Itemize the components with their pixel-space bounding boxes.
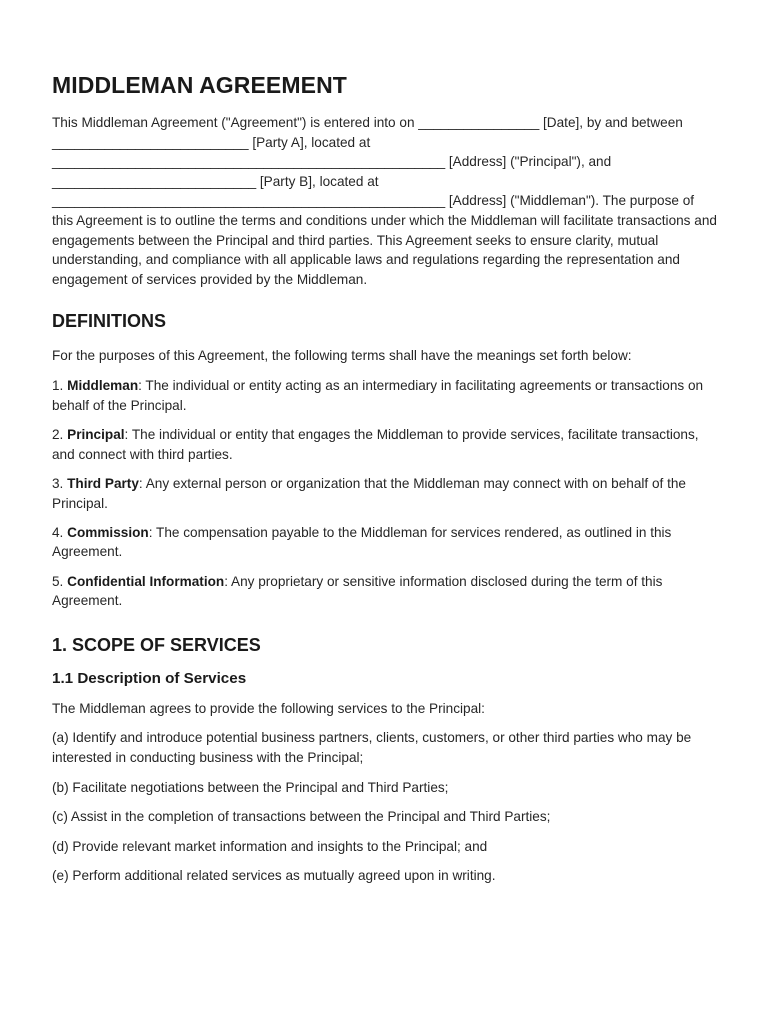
definition-item [52, 572, 718, 611]
service-item: (b) Facilitate negotiations between the Principal and Third Parties; [52, 779, 449, 795]
definition-text: : Any external person or organization that the Middleman may connect with on behalf of the Principal. [52, 475, 686, 511]
scope-subheading: 1.1 Description of Services [52, 669, 247, 687]
definition-text: : Any proprietary or sensitive information disclosed during the term of this Agreement. [52, 573, 663, 609]
definitions-lead: For the purposes of this Agreement, the following terms shall have the meanings set forth below: [52, 348, 632, 364]
scope-lead: The Middleman agrees to provide the following services to the Principal: [52, 700, 485, 716]
definition-number: 5. [52, 573, 68, 589]
service-item: (c) Assist in the completion of transactions between the Principal and Third Parties; [52, 809, 551, 825]
definition-item [52, 425, 718, 464]
definition-term: Third Party [67, 475, 139, 491]
service-item: (a) Identify and introduce potential business partners, clients, customers, or other third parties who may be interested in conducting business with the Principal; [52, 730, 692, 766]
definition-number: 2. [52, 426, 68, 442]
definition-item [52, 474, 718, 513]
intro-paragraph: This Middleman Agreement ("Agreement") is entered into on ________________ [Date], by and between __________________________ [Party A], located at ____________________________________________________ [Address] ("Principal"), and ___________________________ [Party B], located at ____________________________________________________ [Address] ("Middleman"). The purpose of this Agreement is to outline the terms and conditions under which the Middleman will facilitate transactions and engagements between the Principal and third parties. This Agreement seeks to ensure clarity, mutual understanding, and compliance with all applicable laws and regulations regarding the representation and engagement of services provided by the Middleman. [52, 115, 717, 287]
definition-item [52, 376, 718, 415]
definition-term: Middleman [67, 377, 139, 393]
definition-term: Confidential Information [67, 573, 225, 589]
definition-item [52, 523, 718, 562]
definitions-heading: DEFINITIONS [52, 311, 167, 332]
section-spacer [52, 621, 718, 635]
definition-number: 1. [52, 377, 68, 393]
document-title: MIDDLEMAN AGREEMENT [52, 72, 347, 98]
definition-text: : The compensation payable to the Middleman for services rendered, as outlined in this Agreement. [52, 524, 672, 560]
definition-text: : The individual or entity that engages the Middleman to provide services, facilitate transactions, and connect with third parties. [52, 426, 699, 462]
scope-heading: 1. SCOPE OF SERVICES [52, 634, 261, 655]
definition-term: Principal [67, 426, 125, 442]
definition-term: Commission [67, 524, 149, 540]
definition-number: 4. [52, 524, 68, 540]
service-item: (e) Perform additional related services as mutually agreed upon in writing. [52, 868, 496, 884]
service-item: (d) Provide relevant market information and insights to the Principal; and [52, 838, 488, 854]
definition-text: : The individual or entity acting as an intermediary in facilitating agreements or transactions on behalf of the Principal. [52, 377, 704, 413]
definition-number: 3. [52, 475, 68, 491]
